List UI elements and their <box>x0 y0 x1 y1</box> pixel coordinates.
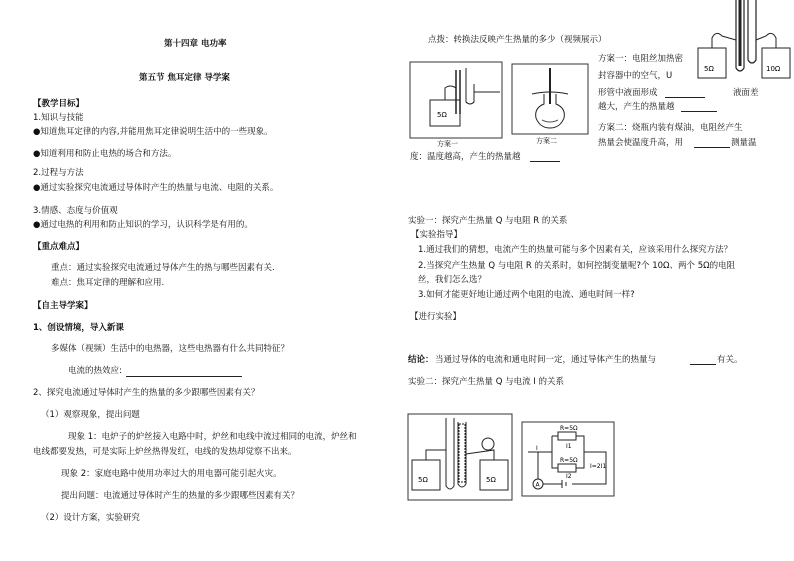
circuit-r5-bottom: R=5Ω <box>560 457 578 464</box>
do-heading: 【进行实验】 <box>410 312 462 322</box>
experiment2-title: 实验二：探究产生热量 Q 与电流 I 的关系 <box>408 377 565 387</box>
svg-text:5Ω: 5Ω <box>437 111 447 119</box>
heat-effect-label: 电流的热效应: <box>68 366 122 376</box>
circuit-current-i: I <box>536 445 538 452</box>
section1-title: 1、创设情境，导入新课 <box>33 323 124 333</box>
section2-step2: （2）设计方案，实验研究 <box>41 513 140 523</box>
plan1-blank-1[interactable] <box>665 97 705 98</box>
goal2-a: ●通过实验探究电流通过导体时产生的热量与电流、电阻的关系。 <box>33 183 279 193</box>
circuit-current-i1: I1 <box>566 443 572 450</box>
goal3-title: 3.情感、态度与价值观 <box>33 206 118 216</box>
figure-label-10ohm: 10Ω <box>766 65 781 73</box>
key-point: 重点：通过实验探究电流通过导体产生的热与哪些因素有关. <box>51 263 275 273</box>
guide-q3: 3.如何才能更好地让通过两个电阻的电流、通电时间一样? <box>418 290 635 300</box>
circuit-current-i2: I2 <box>566 473 572 480</box>
plan1-text-c: 形管中液面形成 <box>598 88 658 98</box>
plan1-text-b: 封容器中的空气，U <box>598 71 673 81</box>
plan2-text-b: 热量会使温度升高，用 <box>598 138 684 148</box>
guide-q2b: 丝，我们怎么选？ <box>418 275 487 285</box>
conclusion-label: 结论： <box>408 355 434 365</box>
section2-step1: （1）观察现象，提出问题 <box>41 410 140 420</box>
goal1-a: ●知道焦耳定律的内容,并能用焦耳定律说明生活中的一些现象。 <box>33 127 273 137</box>
conclusion-blank[interactable] <box>690 364 716 365</box>
goals-heading: 【教学目标】 <box>33 99 85 109</box>
plan1-blank-2[interactable] <box>681 111 717 112</box>
plan1-text-d: 越大，产生的热量越 <box>598 102 675 112</box>
guide-heading: 【实验指导】 <box>411 230 463 240</box>
tips-text: 点拨：转换法反映产生热量的多少（视频展示） <box>428 35 607 45</box>
raise-question: 提出问题：电流通过导体时产生的热量的多少跟哪些因素有关？ <box>61 491 300 501</box>
section2-title: 2、探究电流通过导体时产生的热量的多少跟哪些因素有关？ <box>33 388 260 398</box>
plan1-label: 方案一 <box>437 140 458 148</box>
experiment2-circuit <box>522 422 614 496</box>
plan2-text-b2: 测量温 <box>731 138 757 148</box>
apparatus-label-5ohm-right: 5Ω <box>486 476 496 484</box>
chapter-title: 第十四章 电功率 <box>164 39 227 49</box>
circuit-equation: I=2I1 <box>590 463 607 470</box>
conclusion-text: 当通过导体的电流和通电时间一定，通过导体产生的热量与 <box>435 355 657 365</box>
apparatus-label-5ohm-left: 5Ω <box>418 476 428 484</box>
experiment1-title: 实验一：探究产生热量 Q 与电阻 R 的关系 <box>408 216 568 226</box>
difficult-point: 难点：焦耳定律的理解和应用. <box>51 278 165 288</box>
goal1-title: 1.知识与技能 <box>33 113 84 123</box>
phenomenon1-b: 电线都要发热，可是实际上炉丝热得发红，电线的发热却觉察不出来。 <box>33 447 297 457</box>
plan2-blank-2[interactable] <box>530 161 560 162</box>
key-heading: 【重点难点】 <box>33 242 85 252</box>
plan2-text-c: 度：温度越高，产生的热量越 <box>410 152 521 162</box>
phenomenon2: 现象 2：家庭电路中使用功率过大的用电器可能引起火灾。 <box>61 469 282 479</box>
guide-q1: 1.通过我们的猜想，电流产生的热量可能与多个因素有关，应该采用什么探究方法？ <box>418 245 733 255</box>
plan1-text-c2: 液面差 <box>733 88 759 98</box>
plan2-label: 方案二 <box>536 137 557 145</box>
section-title: 第五节 焦耳定律 导学案 <box>139 73 230 83</box>
plan1-text-a: 方案一：电阻丝加热密 <box>598 54 684 64</box>
conclusion-end: 有关。 <box>717 355 743 365</box>
plan2-figure <box>512 64 588 134</box>
guide-q2a: 2.当探究产生热量 Q 与电阻 R 的关系时，如何控制变量呢?个 10Ω、两个 5Ω的电阻 <box>418 261 736 271</box>
circuit-r5-top: R=5Ω <box>560 425 578 432</box>
phenomenon1-a: 现象 1：电炉子的炉丝接入电路中时，炉丝和电线中流过相同的电流，炉丝和 <box>68 432 357 442</box>
ammeter-label: A <box>535 481 540 489</box>
section1-question: 多媒体（视频）生活中的电热器，这些电热器有什么共同特征？ <box>51 344 290 354</box>
goal1-b: ●知道利用和防止电热的场合和方法。 <box>33 149 177 159</box>
experiment2-apparatus <box>408 414 512 500</box>
plan1-figure <box>410 62 502 138</box>
goal2-title: 2.过程与方法 <box>33 168 84 178</box>
goal3-a: ●通过电热的利用和防止知识的学习，认识科学是有用的。 <box>33 220 253 230</box>
plan2-blank-1[interactable] <box>694 147 730 148</box>
figure-label-5ohm: 5Ω <box>704 65 714 73</box>
self-heading: 【自主导学案】 <box>33 301 93 311</box>
heat-effect-blank[interactable] <box>126 376 242 377</box>
apparatus-figure-top <box>696 0 794 82</box>
plan2-text-a: 方案二：烧瓶内装有煤油，电阻丝产生 <box>598 123 743 133</box>
